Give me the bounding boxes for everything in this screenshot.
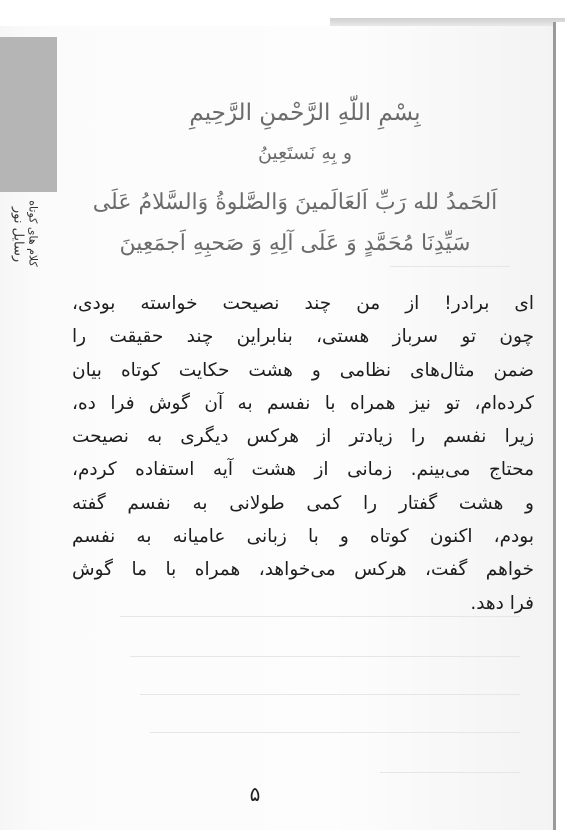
praise-line-2: سَيِّدِنَا مُحَمَّدٍ وَ عَلَى آلِهِ وَ صَحبِهِ اَجمَعِينَ xyxy=(119,231,471,256)
page-top-shadow xyxy=(330,18,565,26)
paragraph-line: و هشت گفتار را کمی طولانی به نفسم گفته xyxy=(72,492,534,514)
praise-line-1: اَلحَمدُ لله رَبِّ اَلعَالَمينَ وَالصَّلوةُ وَالسَّلامُ عَلَى xyxy=(92,190,498,215)
side-tab xyxy=(0,37,57,192)
paragraph-line: بودم، اکنون کوتاه و با زبانی عامیانه به نفسم xyxy=(72,526,534,548)
body-paragraph xyxy=(72,287,534,620)
bleed-through-mark xyxy=(390,266,510,267)
basmala-heading: بِسْمِ اللّهِ الرَّحْمنِ الرَّحِيمِ xyxy=(189,100,421,126)
paragraph-line: خواهم گفت، هرکس می‌خواهد، همراه با ما گوش xyxy=(72,559,534,581)
book-title: کلام های کوتاه xyxy=(26,200,40,267)
paragraph-line: محتاج می‌بینم. زمانی از هشت آیه استفاده کردم، xyxy=(72,459,534,481)
bleed-through-mark xyxy=(140,694,520,695)
side-title xyxy=(0,190,57,282)
paragraph-line: ضمن مثال‌های نظامی و هشت حکایت کوتاه بیان xyxy=(72,359,534,381)
paragraph-line: ای برادر! از من چند نصیحت خواسته بودی، xyxy=(72,293,534,314)
paragraph-line: چون تو سرباز هستی، بنابراین چند حقیقت را xyxy=(72,326,534,348)
paragraph-line: کرده‌ام، تو نیز همراه با نفسم به آن گوش فرا ده، xyxy=(72,392,534,414)
bleed-through-mark xyxy=(130,656,520,657)
paragraph-line: زیرا نفسم را زیادتر از هرکس دیگری به نصیحت xyxy=(72,426,534,448)
page-margin xyxy=(556,22,565,830)
page-number: ۵ xyxy=(249,782,261,806)
subheading: و بِهِ نَستَعِينُ xyxy=(257,142,353,164)
series-title: رسایل نور xyxy=(10,206,26,263)
bleed-through-mark xyxy=(380,772,520,773)
bleed-through-mark xyxy=(150,732,520,733)
paragraph-line: فرا دهد. xyxy=(470,592,534,614)
